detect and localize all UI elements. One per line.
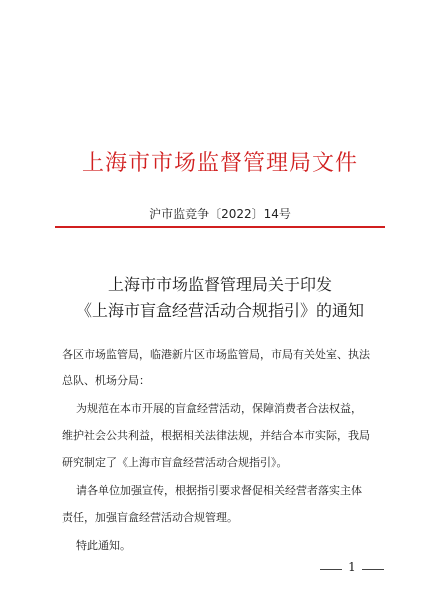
body-line: 总队、机场分局： — [62, 374, 150, 387]
body-line: 各区市场监管局，临港新片区市场监管局，市局有关处室、执法 — [62, 348, 370, 361]
body-line: 特此通知。 — [62, 539, 131, 552]
page-number: 1 — [348, 560, 356, 574]
body-line: 请各单位加强宣传，根据指引要求督促相关经营者落实主体 — [62, 484, 362, 497]
notice-title-line-2: 《上海市盲盒经营活动合规指引》的通知 — [75, 301, 364, 320]
body-line: 研究制定了《上海市盲盒经营活动合规指引》。 — [62, 456, 288, 469]
notice-title-line-1: 上海市市场监督管理局关于印发 — [107, 275, 332, 294]
red-divider — [55, 226, 385, 228]
issuer-title: 上海市市场监督管理局文件 — [81, 151, 358, 176]
document-number: 沪市监竞争〔2022〕14号 — [149, 207, 291, 221]
body-line: 维护社会公共利益，根据相关法律法规，并结合本市实际，我局 — [62, 429, 370, 442]
body-line: 责任，加强盲盒经营活动合规管理。 — [62, 511, 238, 524]
page-number-rule-left — [320, 569, 342, 570]
body-line: 为规范在本市开展的盲盒经营活动，保障消费者合法权益， — [62, 402, 362, 415]
page-number-rule-right — [362, 569, 384, 570]
